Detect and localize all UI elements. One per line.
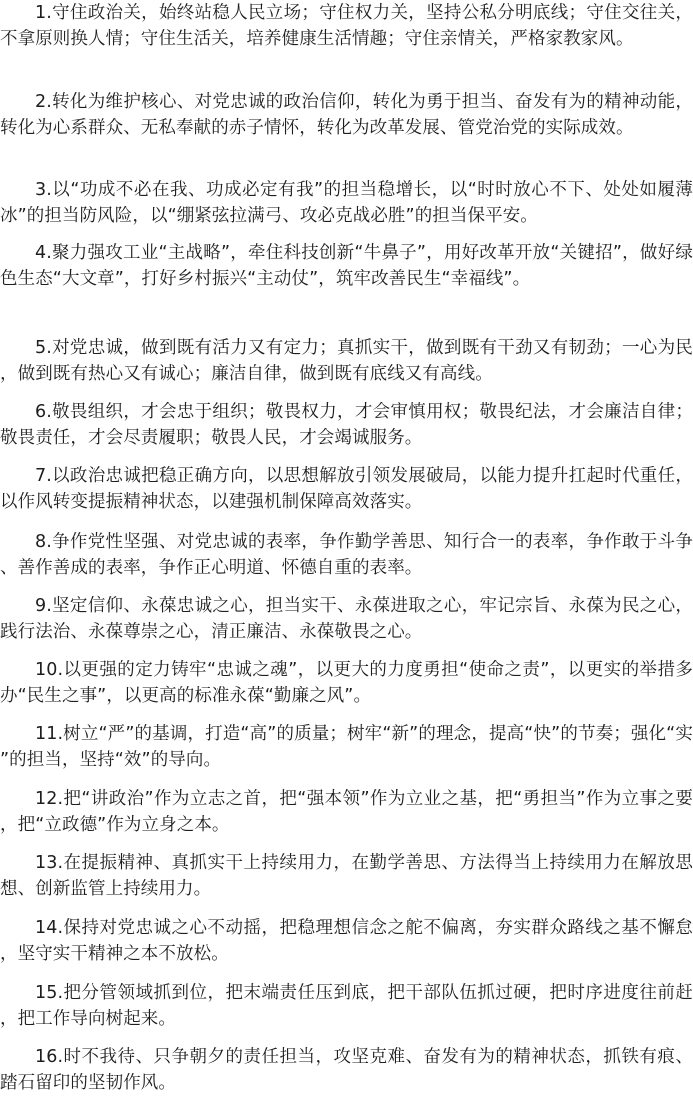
paragraph-2: 2.转化为维护核心、对党忠诚的政治信仰，转化为勇于担当、奋发有为的精神动能，转化为心系群众、无私奉献的赤子情怀，转化为改革发展、管党治党的实际成效。 — [0, 92, 693, 138]
paragraph-6: 6.敬畏组织，才会忠于组织；敬畏权力，才会审慎用权；敬畏纪法，才会廉洁自律；敬畏责任，才会尽责履职；敬畏人民，才会竭诚服务。 — [0, 402, 693, 448]
paragraph-10: 10.以更强的定力铸牢“忠诚之魂”，以更大的力度勇担“使命之责”，以更实的举措多办“民生之事”，以更高的标准永葆“勤廉之风”。 — [0, 660, 693, 706]
paragraph-16: 16.时不我待、只争朝夕的责任担当，攻坚克难、奋发有为的精神状态，抓铁有痕、踏石留印的坚韧作风。 — [0, 1047, 693, 1093]
paragraph-8: 8.争作党性坚强、对党忠诚的表率，争作勤学善思、知行合一的表率，争作敢于斗争、善作善成的表率，争作正心明道、怀德自重的表率。 — [0, 532, 693, 578]
paragraph-7: 7.以政治忠诚把稳正确方向，以思想解放引领发展破局，以能力提升扛起时代重任，以作风转变提振精神状态，以建强机制保障高效落实。 — [0, 466, 693, 512]
paragraph-4: 4.聚力强攻工业“主战略”，牵住科技创新“牛鼻子”，用好改革开放“关键招”，做好绿色生态“大文章”，打好乡村振兴“主动仗”，筑牢改善民生“幸福线”。 — [0, 243, 693, 289]
paragraph-11: 11.树立“严”的基调，打造“高”的质量；树牢“新”的理念，提高“快”的节奏；强化“实”的担当，坚持“效”的导向。 — [0, 724, 693, 770]
paragraph-5: 5.对党忠诚，做到既有活力又有定力；真抓实干，做到既有干劲又有韧劲；一心为民，做到既有热心又有诚心；廉洁自律，做到既有底线又有高线。 — [0, 338, 693, 384]
paragraph-1: 1.守住政治关，始终站稳人民立场；守住权力关，坚持公私分明底线；守住交往关，不拿原则换人情；守住生活关，培养健康生活情趣；守住亲情关，严格家教家风。 — [0, 3, 693, 49]
paragraph-9: 9.坚定信仰、永葆忠诚之心，担当实干、永葆进取之心，牢记宗旨、永葆为民之心，践行法治、永葆尊崇之心，清正廉洁、永葆敬畏之心。 — [0, 596, 693, 642]
paragraph-15: 15.把分管领域抓到位，把末端责任压到底，把干部队伍抓过硬，把时序进度往前赶，把工作导向树起来。 — [0, 983, 693, 1029]
paragraph-14: 14.保持对党忠诚之心不动摇，把稳理想信念之舵不偏离，夯实群众路线之基不懈怠，坚守实干精神之本不放松。 — [0, 918, 693, 964]
paragraph-12: 12.把“讲政治”作为立志之首，把“强本领”作为立业之基，把“勇担当”作为立事之要，把“立政德”作为立身之本。 — [0, 789, 693, 835]
paragraph-3: 3.以“功成不必在我、功成必定有我”的担当稳增长，以“时时放心不下、处处如履薄冰”的担当防风险，以“绷紧弦拉满弓、攻必克战必胜”的担当保平安。 — [0, 180, 693, 226]
paragraph-13: 13.在提振精神、真抓实干上持续用力，在勤学善思、方法得当上持续用力在解放思想、创新监管上持续用力。 — [0, 853, 693, 899]
